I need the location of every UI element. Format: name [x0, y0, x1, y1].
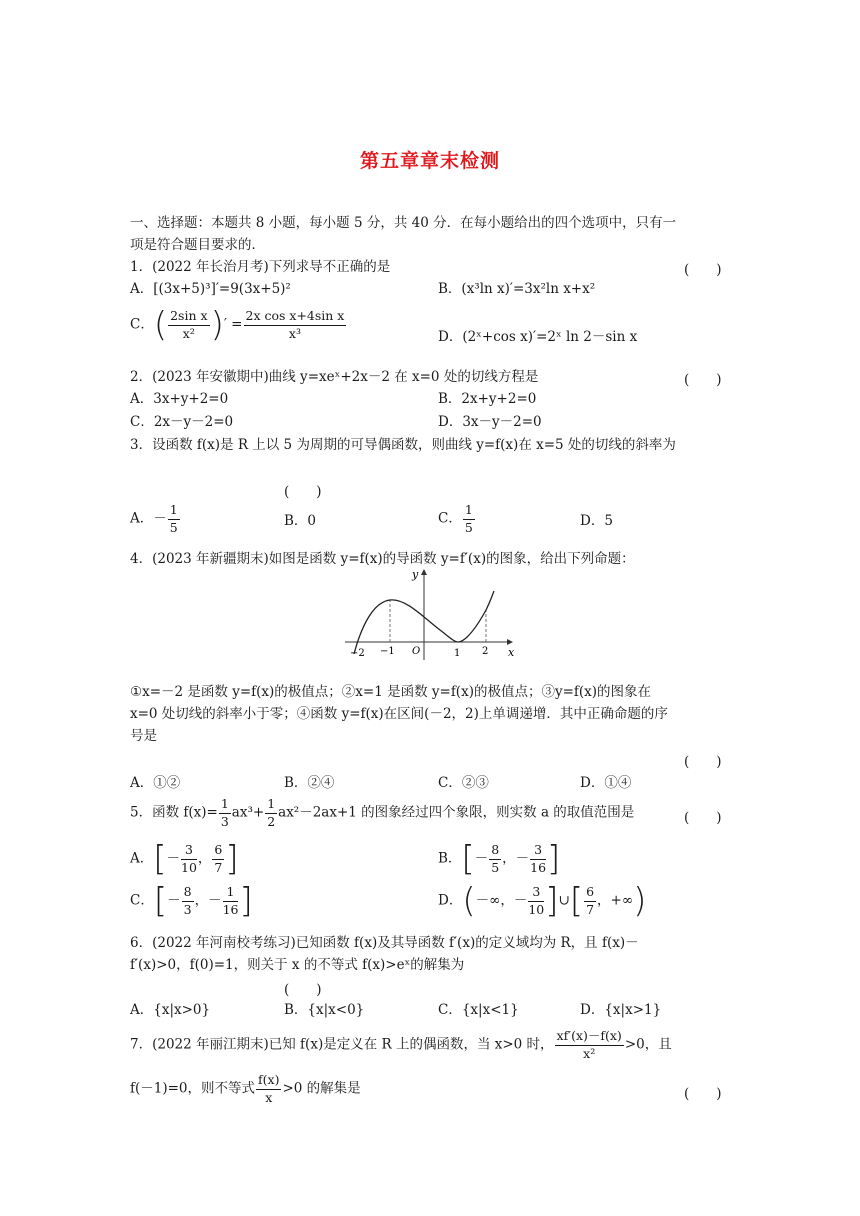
q2-option-b: B．2x+y+2=0 [438, 391, 537, 407]
q5-neg: － [474, 850, 489, 867]
q3-c-fraction [463, 504, 475, 534]
q4-option-a: A．①② [130, 775, 181, 791]
tick-label-neg2: −2 [350, 648, 365, 659]
q1-stem: 1．(2022 年长治月考)下列求导不正确的是 [130, 259, 391, 275]
left-bracket-glyph: ( [462, 881, 476, 921]
q5-c-d1: 3 [183, 901, 192, 917]
q5-c-frac-1 [182, 886, 194, 916]
q5-neg: － [166, 850, 181, 867]
right-bracket-glyph: ] [547, 839, 561, 879]
q7-line2-pre: f(－1)=0，则不等式 [130, 1080, 256, 1097]
q7-stem-pre: 7．(2022 年丽江期末)已知 f(x)是定义在 R 上的偶函数，当 x>0 时， [130, 1036, 554, 1053]
q5-c-n2: 1 [223, 886, 239, 902]
q1-option-a [130, 280, 291, 298]
section-intro-line1: 一、选择题：本题共 8 小题，每小题 5 分，共 40 分．在每小题给出的四个选项中，只有一 [130, 215, 677, 231]
q4-body-line2: x=0 处切线的斜率小于零；④函数 y=f(x)在区间(－2，2)上单调递增．其中正确命题的序 [130, 706, 668, 722]
q5-c-d2: 16 [222, 901, 239, 917]
left-bracket-glyph: [ [461, 839, 475, 879]
q5-d-frac-1 [528, 886, 544, 916]
q6-option-a: A．{x|x>0} [130, 1002, 211, 1018]
q7-fraction [555, 1030, 624, 1060]
q5-option-a [130, 839, 239, 879]
q4-option-d: D．①④ [580, 775, 632, 791]
q5-b-n2: 3 [530, 844, 546, 860]
q3-c-num: 1 [463, 504, 475, 520]
right-paren-glyph: ) [633, 881, 647, 921]
q7-fraction-2 [256, 1074, 281, 1104]
q6-stem-line2: f′(x)>0，f(0)=1，则关于 x 的不等式 f(x)>eˣ的解集为 [130, 957, 465, 973]
right-bracket-glyph: ] [239, 881, 253, 921]
q7-frac-num: xf′(x)－f(x) [555, 1030, 624, 1046]
q5-b-frac-1 [489, 844, 501, 874]
q5-a-d2: 7 [214, 859, 223, 875]
q2-option-d: D．3x－y－2=0 [438, 414, 542, 430]
q5-option-b [438, 839, 561, 879]
q1-c-num: 2sin x [168, 310, 209, 326]
q1-c-fraction [168, 310, 209, 340]
q5-a-n2: 6 [212, 844, 224, 860]
q5-d-d2: 7 [586, 901, 595, 917]
q6-option-b: B．{x|x<0} [284, 1002, 365, 1018]
q5-c-prefix: C． [130, 892, 154, 909]
q1-option-c [130, 305, 347, 345]
q5-b-n1: 8 [489, 844, 501, 860]
right-bracket-glyph: ] [225, 839, 239, 879]
q7-stem-post: >0，且 [624, 1036, 672, 1053]
q5-comma-neg: ，－ [502, 850, 530, 867]
q7-stem-line1 [130, 1030, 672, 1060]
q7-stem-line2 [130, 1074, 361, 1104]
q1-d-prefix: D． [438, 329, 463, 345]
q1-d-text: (2ˣ+cos x)′=2ˣ ln 2－sin x [462, 329, 638, 345]
origin-label: O [412, 646, 421, 657]
q3-option-a [130, 504, 181, 534]
q1-c-prefix: C． [130, 316, 154, 333]
tick-label-neg1: −1 [380, 646, 395, 657]
q3-option-d: D．5 [580, 513, 613, 529]
q5-b-prefix: B． [438, 850, 462, 867]
left-paren-glyph: ( [153, 305, 168, 345]
q1-answer-blank: ( ) [684, 262, 722, 278]
q4-derivative-graph [340, 564, 520, 664]
q1-a-text: [(3x+5)³]′=9(3x+5)² [153, 281, 291, 297]
q7-frac2-num: f(x) [256, 1074, 281, 1090]
right-paren-glyph: ) [210, 305, 224, 345]
q4-body-line3: 号是 [130, 728, 157, 744]
q5-b-frac-2 [530, 844, 546, 874]
q5-option-d [438, 881, 647, 921]
q5-a-prefix: A． [130, 850, 154, 867]
q1-c-mid: ′ = [223, 316, 243, 333]
q1-c-rden: x³ [288, 325, 301, 341]
q5-d-n2: 6 [584, 886, 596, 902]
q7-frac-den: x² [583, 1045, 596, 1061]
tick-label-2: 2 [482, 646, 489, 657]
q3-option-b: B．0 [284, 513, 317, 529]
left-bracket-glyph: [ [153, 881, 168, 921]
q5-stem [130, 798, 634, 828]
q5-option-c [130, 881, 253, 921]
q5-a-n1: 3 [181, 844, 197, 860]
q3-option-c [438, 504, 476, 534]
q1-b-prefix: B． [438, 281, 462, 297]
tick-label-1: 1 [454, 648, 461, 659]
q5-n1: 1 [219, 798, 231, 814]
q5-comma-neg: ，－ [194, 892, 222, 909]
q5-mid1: ax³+ [231, 804, 265, 821]
q4-option-b: B．②④ [284, 775, 335, 791]
q5-d2: 2 [267, 813, 276, 829]
q5-c-frac-2 [223, 886, 239, 916]
q5-answer-blank: ( ) [684, 810, 722, 826]
q5-a-d1: 10 [181, 859, 197, 875]
q3-c-den: 5 [464, 519, 473, 535]
q5-stem-pre: 5．函数 f(x)= [130, 804, 218, 821]
q5-c-n1: 8 [182, 886, 194, 902]
q6-stem-line1: 6．(2022 年河南校考练习)已知函数 f(x)及其导函数 f′(x)的定义域均为 R，且 f(x)－ [130, 935, 639, 951]
q7-frac2-den: x [265, 1089, 273, 1105]
left-bracket-glyph: [ [569, 881, 584, 921]
q6-option-d: D．{x|x>1} [580, 1002, 662, 1018]
q1-c-den: x² [182, 325, 195, 341]
q5-stem-post: ax²－2ax+1 的图象经过四个象限，则实数 a 的取值范围是 [278, 804, 635, 821]
q6-answer-blank: ( ) [284, 982, 322, 998]
q1-b-text: (x³ln x)′=3x²ln x+x² [461, 281, 596, 297]
q1-option-d [438, 328, 637, 346]
q5-d1: 3 [220, 813, 229, 829]
q2-stem: 2．(2023 年安徽期中)曲线 y=xeˣ+2x－2 在 x=0 处的切线方程是 [130, 369, 539, 385]
q5-frac-1 [219, 798, 231, 828]
right-bracket-glyph: ] [545, 881, 559, 921]
q1-c-result-fraction [244, 310, 347, 340]
q1-a-prefix: A． [130, 281, 154, 297]
q5-a-frac-2 [212, 844, 224, 874]
q7-answer-blank: ( ) [684, 1086, 722, 1102]
q1-option-b [438, 280, 595, 298]
q2-answer-blank: ( ) [684, 372, 722, 388]
q3-a-num: 1 [168, 504, 180, 520]
q2-option-a: A．3x+y+2=0 [130, 391, 229, 407]
q5-frac-2 [265, 798, 277, 828]
q5-n2: 1 [265, 798, 277, 814]
q5-d-left: －∞，－ [475, 892, 528, 909]
q5-d-union: ∪ [558, 892, 570, 909]
q5-b-d2: 16 [530, 859, 547, 875]
q6-option-c: C．{x|x<1} [438, 1002, 519, 1018]
q4-stem: 4．(2023 年新疆期末)如图是函数 y=f(x)的导函数 y=f′(x)的图象，给出下列命题： [130, 551, 635, 567]
q5-b-d1: 5 [491, 859, 500, 875]
q3-a-fraction [168, 504, 180, 534]
q3-c-prefix: C． [438, 510, 462, 527]
q4-body-line1: ①x=－2 是函数 y=f(x)的极值点；②x=1 是函数 y=f(x)的极值点；③y=f(x)的图象在 [130, 684, 652, 700]
q1-c-rnum: 2x cos x+4sin x [244, 310, 347, 326]
left-bracket-glyph: [ [153, 839, 167, 879]
section-intro-line2: 项是符合题目要求的． [130, 237, 265, 253]
q3-stem: 3．设函数 f(x)是 R 上以 5 为周期的可导偶函数，则曲线 y=f(x)在 x=5 处的切线的斜率为 [130, 437, 676, 453]
q5-d-frac-2 [584, 886, 596, 916]
q3-answer-blank: ( ) [284, 484, 322, 500]
q5-a-frac-1 [181, 844, 197, 874]
q7-line2-post: >0 的解集是 [282, 1080, 361, 1097]
q3-a-prefix: A．－ [130, 510, 167, 527]
q4-answer-blank: ( ) [684, 754, 722, 770]
q3-a-den: 5 [169, 519, 178, 535]
q4-option-c: C．②③ [438, 775, 489, 791]
q5-d-d1: 10 [528, 901, 545, 917]
page-title: 第五章章末检测 [359, 150, 500, 172]
axis-label-y: y [412, 568, 419, 581]
axis-label-x: x [508, 646, 515, 659]
q5-d-prefix: D． [438, 892, 463, 909]
q5-d-n1: 3 [528, 886, 544, 902]
q5-comma: ， [197, 850, 212, 867]
q5-d-right: ，+∞ [597, 892, 634, 909]
q5-neg: － [167, 892, 181, 909]
q2-option-c: C．2x－y－2=0 [130, 414, 234, 430]
